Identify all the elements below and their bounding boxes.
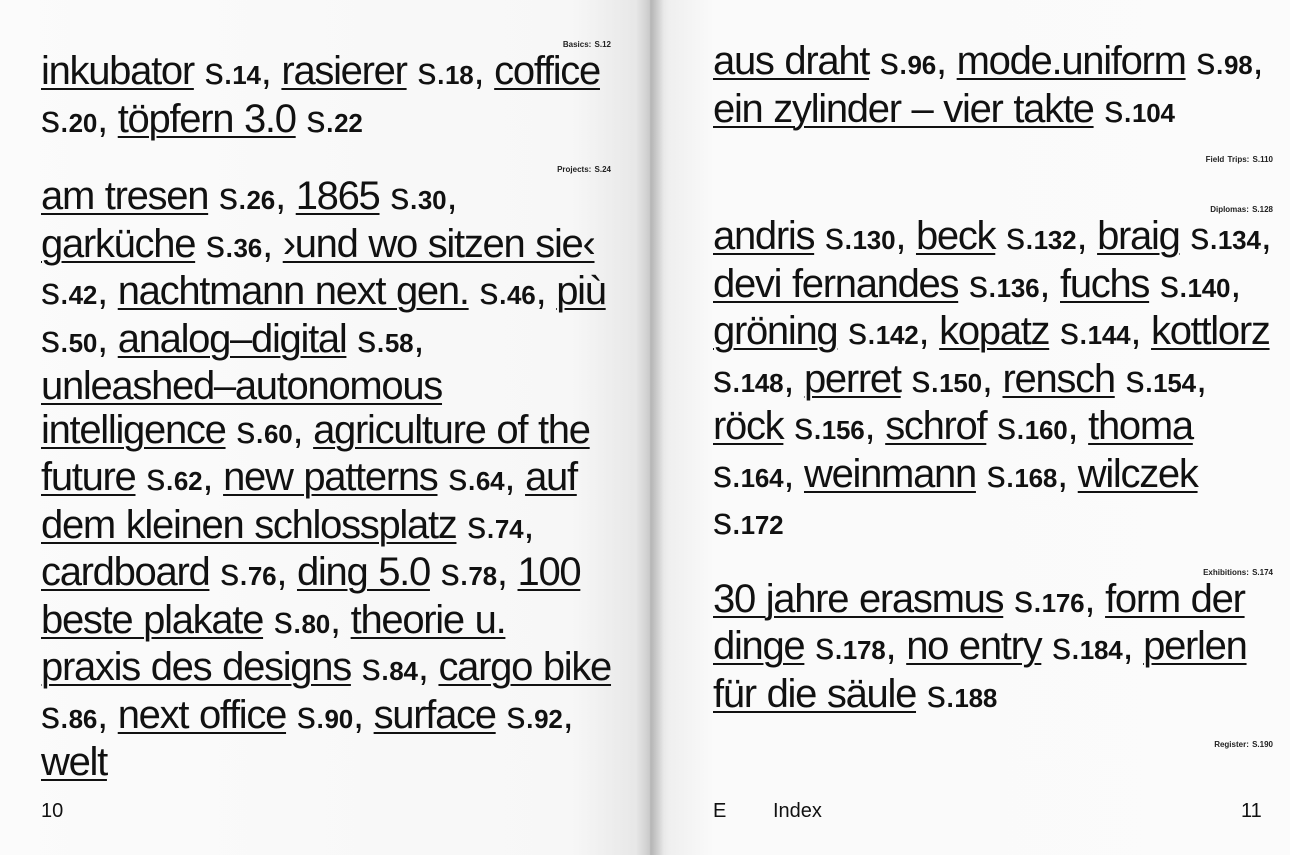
page-ref-number: 64 <box>475 466 505 496</box>
page-ref-number: 136 <box>996 272 1040 303</box>
index-entry-title[interactable]: analog–digital <box>117 316 347 361</box>
index-entry-title[interactable]: form der dinge <box>713 576 1245 668</box>
page-ref-number: 96 <box>907 50 936 80</box>
page-ref-number: 132 <box>1033 225 1077 255</box>
page-ref-number: 176 <box>1041 587 1085 618</box>
index-entry-title[interactable]: thoma <box>1088 404 1193 448</box>
index-entry-page-ref <box>815 626 886 668</box>
page-ref-number: 30 <box>417 185 447 215</box>
index-entry-page-ref <box>390 176 447 218</box>
page-ref-prefix: s. <box>911 358 940 401</box>
page-ref-number: 98 <box>1223 50 1253 80</box>
page-ref-prefix: s. <box>417 51 445 93</box>
index-entry-title[interactable]: inkubator <box>41 49 194 93</box>
index-entry-page-ref <box>997 406 1068 448</box>
index-entry-page-ref <box>448 457 505 499</box>
page-ref-number: 14 <box>232 60 261 90</box>
index-entry-page-ref <box>306 98 363 141</box>
index-entry-title[interactable]: auf dem kleinen schlossplatz <box>41 455 577 547</box>
index-entry-title[interactable]: rensch <box>1002 356 1115 401</box>
page-ref-prefix: s. <box>926 673 955 716</box>
page-ref-number: 50 <box>68 327 98 358</box>
page-ref-number: 164 <box>740 462 784 493</box>
page-ref-number: 168 <box>1014 462 1058 493</box>
index-entry-title[interactable]: new patterns <box>223 455 438 499</box>
page-ref-number: 104 <box>1131 97 1175 128</box>
index-entry-page-ref <box>713 453 784 496</box>
page-ref-prefix: s. <box>390 176 418 218</box>
index-entry-page-ref <box>1159 263 1231 306</box>
page-ref-number: 178 <box>842 635 886 665</box>
page-ref-number: 76 <box>247 561 277 591</box>
index-entry-list: 30 jahre erasmus s.176, form der dinge s.178, no entry s.184, perlen für die säule s.188 <box>713 576 1247 716</box>
index-entry-title[interactable]: devi fernandes <box>713 261 959 306</box>
index-entry-page-ref <box>41 271 98 313</box>
index-entry-list: am tresen s.26, 1865 s.30, garküche s.36, ›und wo sitzen sie‹ s.42, nachtmann next gen. s.46, più s.50, analog–digital s.58, unleashed–autonomous intelligence s.60, agriculture of the future s.62, new patterns s.64, auf dem kleinen schlossplatz s.74, cardboard s.76, ding 5.0 s.78, 100 beste plakate s.80, theorie u. praxis des designs s.84, cargo bike s.86, next office s.90, surface s.92, welt <box>41 174 612 784</box>
section-heading: Exhibitions: S.174 <box>1203 567 1273 577</box>
index-entry-title[interactable]: più <box>556 269 606 313</box>
page-ref-prefix: s. <box>1196 41 1224 83</box>
index-entry-title[interactable]: ›und wo sitzen sie‹ <box>282 221 595 266</box>
index-entry-title[interactable]: mode.uniform <box>956 39 1186 83</box>
page-ref-number: 184 <box>1079 635 1123 665</box>
index-entry-title[interactable]: röck <box>713 404 784 448</box>
index-entry-page-ref <box>218 176 276 218</box>
index-entry-page-ref <box>440 552 497 594</box>
page-ref-number: 188 <box>954 682 998 713</box>
index-entry-page-ref <box>361 647 418 689</box>
page-ref-number: 60 <box>263 418 293 449</box>
section-heading: Projects: S.24 <box>557 165 611 174</box>
page-ref-number: 92 <box>534 703 563 734</box>
index-entry-page-ref <box>824 216 896 258</box>
index-entry-page-ref <box>205 223 263 266</box>
index-entry-title[interactable]: fuchs <box>1060 261 1150 306</box>
index-entry-title[interactable]: perlen für die säule <box>713 624 1247 716</box>
index-entry-page-ref <box>1190 216 1261 258</box>
page-ref-prefix: s. <box>236 409 264 452</box>
page-ref-number: 74 <box>494 513 524 544</box>
index-entry-page-ref <box>467 504 524 547</box>
page-ref-number: 130 <box>852 225 896 255</box>
page-number-right: 11 <box>1241 800 1262 822</box>
page-ref-number: 42 <box>68 280 98 310</box>
left-index-column <box>41 40 611 785</box>
page-ref-prefix: s. <box>713 453 741 496</box>
page-ref-number: 140 <box>1187 272 1231 303</box>
index-entry-title[interactable]: surface <box>373 692 496 737</box>
page-ref-prefix: s. <box>879 41 908 83</box>
index-entry-list: aus draht s.96, mode.uniform s.98, ein zylinder – vier takte s.104 <box>713 39 1263 131</box>
page-ref-number: 84 <box>389 656 418 686</box>
page-ref-prefix: s. <box>41 318 69 361</box>
page-ref-prefix: s. <box>220 552 248 594</box>
index-entry-title[interactable]: cardboard <box>41 550 210 594</box>
page-ref-number: 172 <box>740 510 784 540</box>
index-entry-page-ref <box>1014 578 1085 621</box>
index-entry-page-ref <box>1196 41 1253 83</box>
page-ref-prefix: s. <box>479 271 508 313</box>
index-entry-title[interactable]: 100 beste plakate <box>41 550 581 642</box>
index-entry-title[interactable]: garküche <box>41 221 196 266</box>
page-ref-number: 22 <box>334 107 363 138</box>
right-index-column <box>713 40 1273 750</box>
index-entry-list: andris s.130, beck s.132, braig s.134, devi fernandes s.136, fuchs s.140, gröning s.142, kopatz s.144, kottlorz s.148, perret s.150, rensch s.154, röck s.156, schrof s.160, thoma s.164, weinmann s.168, wilczek s.172 <box>713 214 1271 543</box>
index-entry-page-ref <box>146 457 203 499</box>
index-entry-title[interactable]: kopatz <box>939 309 1050 353</box>
index-entry-list: inkubator s.14, rasierer s.18, coffice s.20, töpfern 3.0 s.22 <box>41 49 600 141</box>
page-ref-prefix: s. <box>1014 578 1042 621</box>
page-ref-number: 46 <box>507 280 536 310</box>
index-entry-page-ref <box>713 501 784 543</box>
section-heading: Field Trips: S.110 <box>1205 155 1273 164</box>
page-ref-prefix: s. <box>1006 216 1034 258</box>
index-entry-title[interactable]: cargo bike <box>438 645 612 689</box>
page-ref-prefix: s. <box>713 358 741 401</box>
index-entry-page-ref <box>1052 626 1123 668</box>
page-ref-prefix: s. <box>1052 626 1080 668</box>
index-entry-title[interactable]: gröning <box>713 309 838 353</box>
index-entry-page-ref <box>296 694 353 737</box>
index-entry-page-ref <box>713 358 784 401</box>
index-entry-title[interactable]: 30 jahre erasmus <box>713 576 1004 621</box>
page-ref-prefix: s. <box>969 263 997 306</box>
page-ref-prefix: s. <box>506 694 535 737</box>
page-ref-prefix: s. <box>218 176 247 218</box>
index-entry-title[interactable]: unleashed–autonomous intelligence <box>41 364 443 452</box>
index-entry-page-ref <box>41 318 98 361</box>
index-entry-page-ref <box>41 694 98 737</box>
index-entry-page-ref <box>1125 358 1196 401</box>
index-entry-title[interactable]: no entry <box>906 624 1042 668</box>
page-ref-number: 62 <box>173 466 203 496</box>
section-letter: E <box>713 800 727 822</box>
index-entry-page-ref <box>1006 216 1077 258</box>
index-entry-page-ref <box>926 673 998 716</box>
page-ref-prefix: s. <box>997 406 1025 448</box>
page-ref-prefix: s. <box>273 599 302 642</box>
index-entry-page-ref <box>479 271 536 313</box>
page-ref-prefix: s. <box>1104 88 1132 131</box>
index-entry-page-ref <box>1104 88 1175 131</box>
section-heading: Diplomas: S.128 <box>1210 205 1273 214</box>
index-entry-title[interactable]: aus draht <box>713 39 870 83</box>
index-entry-title[interactable]: theorie u. praxis des designs <box>41 597 506 689</box>
page-ref-number: 18 <box>445 60 474 90</box>
index-entry-title[interactable]: next office <box>117 692 287 737</box>
page-ref-number: 134 <box>1217 225 1261 255</box>
index-entry-title[interactable]: andris <box>713 214 815 258</box>
page-ref-prefix: s. <box>1190 216 1218 258</box>
index-entry-title[interactable]: 1865 <box>295 174 380 218</box>
index-entry-title[interactable]: coffice <box>494 49 600 93</box>
index-entry-page-ref <box>236 409 293 452</box>
index-entry-page-ref <box>911 358 982 401</box>
page-ref-prefix: s. <box>357 318 385 361</box>
page-ref-number: 142 <box>875 320 919 350</box>
page-ref-prefix: s. <box>794 406 822 448</box>
page-ref-prefix: s. <box>440 552 469 594</box>
page-ref-number: 144 <box>1087 320 1131 350</box>
section-title: Index <box>773 800 822 822</box>
page-ref-prefix: s. <box>306 98 335 141</box>
page-ref-prefix: s. <box>1125 358 1154 401</box>
index-entry-page-ref <box>848 311 919 353</box>
index-entry-title[interactable]: weinmann <box>803 451 976 496</box>
page-ref-prefix: s. <box>361 647 390 689</box>
index-entry-title[interactable]: ding 5.0 <box>296 550 430 594</box>
page-ref-prefix: s. <box>824 216 853 258</box>
index-entry-page-ref <box>969 263 1040 306</box>
page-ref-number: 86 <box>68 703 98 734</box>
page-ref-prefix: s. <box>713 501 741 543</box>
page-ref-number: 154 <box>1153 367 1196 398</box>
page-ref-prefix: s. <box>467 504 495 547</box>
index-entry-title[interactable]: nachtmann next gen. <box>117 269 469 313</box>
page-ref-number: 150 <box>939 367 982 398</box>
index-entry-title[interactable]: ein zylinder – vier takte <box>713 86 1094 131</box>
index-entry-page-ref <box>357 318 414 361</box>
index-entry-title[interactable]: agriculture of the future <box>41 407 590 499</box>
page-ref-prefix: s. <box>146 457 174 499</box>
page-ref-prefix: s. <box>848 311 876 353</box>
page-ref-prefix: s. <box>1060 311 1088 353</box>
index-entry-title[interactable]: am tresen <box>41 174 209 218</box>
index-entry-page-ref <box>417 51 474 93</box>
index-entry-page-ref <box>273 599 330 642</box>
index-entry-title[interactable]: perret <box>803 356 901 401</box>
index-entry-title[interactable]: welt <box>41 740 107 784</box>
index-entry-page-ref <box>986 453 1058 496</box>
index-entry-title[interactable]: töpfern 3.0 <box>117 96 296 141</box>
page-number-left: 10 <box>41 800 64 822</box>
index-entry-page-ref <box>506 694 563 737</box>
page-ref-prefix: s. <box>41 694 69 737</box>
index-entry-title[interactable]: braig <box>1097 214 1180 258</box>
section-heading: Basics: S.12 <box>562 40 611 49</box>
index-entry-page-ref <box>794 406 865 448</box>
page-ref-number: 20 <box>68 107 98 138</box>
page-ref-number: 148 <box>740 367 784 398</box>
page-ref-prefix: s. <box>986 453 1015 496</box>
book-gutter <box>636 0 664 855</box>
page-ref-prefix: s. <box>204 51 233 93</box>
page-ref-prefix: s. <box>41 271 69 313</box>
index-entry-page-ref <box>220 552 277 594</box>
page-ref-number: 90 <box>324 703 353 734</box>
index-entry-page-ref <box>41 98 98 141</box>
page-ref-number: 36 <box>233 232 263 263</box>
page-ref-prefix: s. <box>815 626 843 668</box>
page-ref-number: 58 <box>384 327 414 358</box>
section-heading: Register: S.190 <box>1214 740 1273 749</box>
index-entry-title[interactable]: schrof <box>885 404 987 448</box>
index-entry-title[interactable]: beck <box>915 214 996 258</box>
index-entry-page-ref <box>204 51 261 93</box>
page-ref-prefix: s. <box>1159 263 1188 306</box>
page-ref-number: 26 <box>246 185 276 215</box>
page-ref-number: 78 <box>468 561 497 591</box>
page-ref-prefix: s. <box>296 694 325 737</box>
page-ref-number: 160 <box>1024 415 1068 445</box>
index-entry-page-ref <box>1060 311 1131 353</box>
index-entry-page-ref <box>879 41 936 83</box>
index-entry-title[interactable]: rasierer <box>281 49 407 93</box>
page-ref-number: 80 <box>301 608 330 639</box>
page-ref-prefix: s. <box>41 98 69 141</box>
index-entry-title[interactable]: wilczek <box>1077 451 1198 496</box>
page-ref-number: 156 <box>821 415 865 445</box>
index-entry-title[interactable]: kottlorz <box>1151 309 1270 353</box>
page-ref-prefix: s. <box>205 223 234 266</box>
page-ref-prefix: s. <box>448 457 476 499</box>
